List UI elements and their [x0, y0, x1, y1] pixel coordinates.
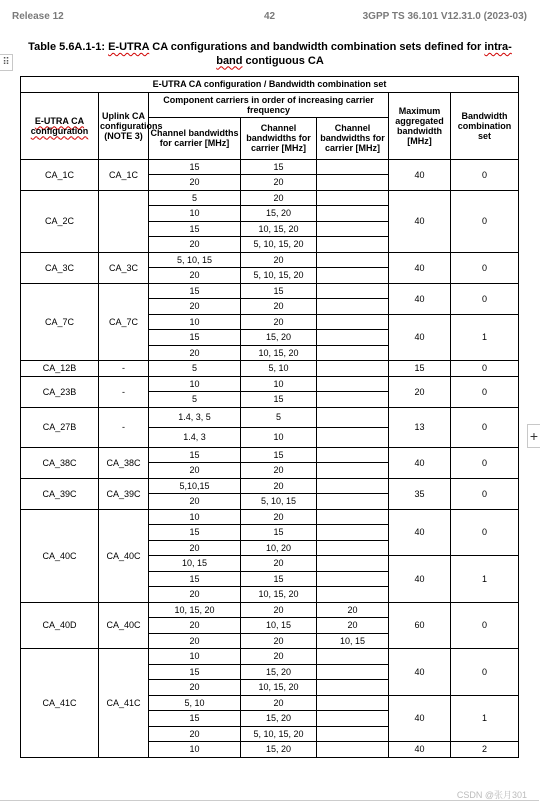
cell-uplink-config: -: [99, 407, 149, 447]
watermark: CSDN @张月301: [456, 790, 527, 800]
cell-ca-config: CA_1C: [21, 159, 99, 190]
cell-channel-bw-2: 5: [241, 407, 317, 427]
cell-channel-bw-1: 15: [149, 571, 241, 587]
cell-channel-bw-1: 5: [149, 190, 241, 206]
cell-channel-bw-3: [317, 361, 389, 377]
cell-uplink-config: CA_3C: [99, 252, 149, 283]
cell-channel-bw-1: 20: [149, 494, 241, 510]
cell-channel-bw-1: 20: [149, 587, 241, 603]
cell-channel-bw-2: 20: [241, 478, 317, 494]
cell-max-bandwidth: 40: [389, 649, 451, 696]
cell-channel-bw-2: 15: [241, 447, 317, 463]
cell-channel-bw-2: 20: [241, 695, 317, 711]
cell-bw-combination-set: 0: [451, 252, 519, 283]
cell-uplink-config: CA_41C: [99, 649, 149, 758]
cell-channel-bw-3: [317, 509, 389, 525]
cell-bw-combination-set: 0: [451, 283, 519, 314]
table-row: [21, 376, 519, 392]
cell-channel-bw-2: 5, 10, 15, 20: [241, 237, 317, 253]
cell-ca-config: CA_40D: [21, 602, 99, 649]
cell-channel-bw-2: 10, 15, 20: [241, 587, 317, 603]
table-row: [21, 159, 519, 175]
cell-channel-bw-3: [317, 345, 389, 361]
cell-channel-bw-1: 10: [149, 376, 241, 392]
table-row: [21, 190, 519, 206]
cell-channel-bw-1: 15: [149, 330, 241, 346]
cell-channel-bw-1: 5,10,15: [149, 478, 241, 494]
cell-channel-bw-3: [317, 680, 389, 696]
cell-channel-bw-1: 10: [149, 314, 241, 330]
cell-channel-bw-3: [317, 252, 389, 268]
cell-channel-bw-3: [317, 695, 389, 711]
cell-channel-bw-2: 15, 20: [241, 664, 317, 680]
cell-ca-config: CA_40C: [21, 509, 99, 602]
cell-bw-combination-set: 0: [451, 602, 519, 649]
cell-channel-bw-1: 20: [149, 175, 241, 191]
cell-bw-combination-set: 0: [451, 376, 519, 407]
cell-channel-bw-2: 15, 20: [241, 711, 317, 727]
cell-channel-bw-3: [317, 407, 389, 427]
cell-uplink-config: CA_38C: [99, 447, 149, 478]
header-release: Release 12: [12, 11, 64, 22]
cell-channel-bw-3: [317, 376, 389, 392]
cell-channel-bw-1: 20: [149, 463, 241, 479]
ca-configuration-table: [20, 76, 519, 758]
header-spec-id: 3GPP TS 36.101 V12.31.0 (2023-03): [362, 11, 527, 22]
cell-channel-bw-1: 5, 10: [149, 695, 241, 711]
cell-channel-bw-3: [317, 478, 389, 494]
cell-max-bandwidth: 40: [389, 556, 451, 603]
cell-channel-bw-1: 15: [149, 664, 241, 680]
cell-channel-bw-2: 20: [241, 556, 317, 572]
cell-channel-bw-3: 20: [317, 602, 389, 618]
cell-channel-bw-3: [317, 540, 389, 556]
table-caption: [16, 41, 524, 68]
cell-channel-bw-3: [317, 392, 389, 408]
cell-channel-bw-2: 5, 10, 15, 20: [241, 726, 317, 742]
cell-bw-combination-set: 1: [451, 314, 519, 361]
table-row: [21, 602, 519, 618]
cell-channel-bw-3: [317, 556, 389, 572]
cell-channel-bw-3: [317, 268, 389, 284]
cell-channel-bw-2: 5, 10, 15, 20: [241, 268, 317, 284]
cell-channel-bw-3: [317, 463, 389, 479]
cell-ca-config: CA_41C: [21, 649, 99, 758]
cell-channel-bw-3: [317, 283, 389, 299]
cell-channel-bw-1: 20: [149, 618, 241, 634]
cell-channel-bw-1: 5, 10, 15: [149, 252, 241, 268]
cell-ca-config: CA_12B: [21, 361, 99, 377]
table-move-handle-icon[interactable]: ⠿: [0, 54, 13, 71]
cell-bw-combination-set: 0: [451, 649, 519, 696]
cell-channel-bw-3: 20: [317, 618, 389, 634]
cell-channel-bw-1: 20: [149, 345, 241, 361]
cell-bw-combination-set: 0: [451, 407, 519, 447]
cell-channel-bw-1: 15: [149, 711, 241, 727]
header-max-bandwidth: Maximum aggregated bandwidth [MHz]: [389, 92, 451, 159]
cell-max-bandwidth: 20: [389, 376, 451, 407]
cell-channel-bw-2: 5, 10, 15: [241, 494, 317, 510]
cell-channel-bw-2: 10, 15, 20: [241, 345, 317, 361]
header-channel-bw-3: Channel bandwidths for carrier [MHz]: [317, 117, 389, 159]
cell-channel-bw-2: 5, 10: [241, 361, 317, 377]
cell-channel-bw-3: [317, 742, 389, 758]
cell-max-bandwidth: 40: [389, 190, 451, 252]
cell-channel-bw-1: 15: [149, 447, 241, 463]
cell-ca-config: CA_3C: [21, 252, 99, 283]
cell-channel-bw-3: [317, 221, 389, 237]
caption-prefix: Table 5.6A.1-1:: [28, 41, 109, 53]
table-row: [21, 649, 519, 665]
cell-max-bandwidth: 40: [389, 252, 451, 283]
table-row: [21, 252, 519, 268]
cell-channel-bw-1: 20: [149, 268, 241, 284]
cell-channel-bw-3: [317, 190, 389, 206]
cell-channel-bw-1: 20: [149, 540, 241, 556]
cell-channel-bw-2: 15, 20: [241, 330, 317, 346]
cell-bw-combination-set: 1: [451, 695, 519, 742]
cell-channel-bw-1: 5: [149, 361, 241, 377]
caption-end: contiguous CA: [242, 54, 324, 67]
table-row: [21, 447, 519, 463]
cell-max-bandwidth: 40: [389, 159, 451, 190]
cell-uplink-config: CA_1C: [99, 159, 149, 190]
cell-max-bandwidth: 13: [389, 407, 451, 447]
cell-uplink-config: CA_7C: [99, 283, 149, 361]
cell-bw-combination-set: 0: [451, 509, 519, 556]
cell-channel-bw-3: [317, 314, 389, 330]
cell-channel-bw-1: 20: [149, 633, 241, 649]
cell-max-bandwidth: 40: [389, 509, 451, 556]
cell-ca-config: CA_2C: [21, 190, 99, 252]
cell-channel-bw-2: 10, 15: [241, 618, 317, 634]
cell-max-bandwidth: 60: [389, 602, 451, 649]
table-row: [21, 509, 519, 525]
cell-bw-combination-set: 0: [451, 478, 519, 509]
cell-channel-bw-3: [317, 175, 389, 191]
cell-channel-bw-2: 15: [241, 159, 317, 175]
cell-channel-bw-1: 15: [149, 159, 241, 175]
cell-channel-bw-2: 20: [241, 649, 317, 665]
cell-channel-bw-2: 10, 15, 20: [241, 221, 317, 237]
cell-bw-combination-set: 1: [451, 556, 519, 603]
cell-channel-bw-1: 20: [149, 237, 241, 253]
table-row: [21, 283, 519, 299]
cell-uplink-config: -: [99, 361, 149, 377]
cell-channel-bw-2: 10, 20: [241, 540, 317, 556]
cell-bw-combination-set: 0: [451, 190, 519, 252]
cell-bw-combination-set: 0: [451, 159, 519, 190]
cell-ca-config: CA_23B: [21, 376, 99, 407]
cell-max-bandwidth: 40: [389, 695, 451, 742]
cell-ca-config: CA_7C: [21, 283, 99, 361]
cell-channel-bw-1: 10, 15, 20: [149, 602, 241, 618]
cell-channel-bw-2: 10: [241, 376, 317, 392]
cell-channel-bw-3: [317, 206, 389, 222]
cell-channel-bw-3: [317, 587, 389, 603]
cell-channel-bw-1: 20: [149, 299, 241, 315]
cell-channel-bw-2: 15: [241, 525, 317, 541]
cell-channel-bw-3: [317, 494, 389, 510]
header-uplink: Uplink CA configurations (NOTE 3): [99, 92, 149, 159]
cell-channel-bw-1: 20: [149, 726, 241, 742]
caption-word-eutra: E-UTRA: [108, 41, 150, 53]
caption-word-intraband: intra-band: [216, 41, 512, 67]
header-config: E-UTRA CA configuration: [21, 92, 99, 159]
cell-channel-bw-1: 1.4, 3: [149, 427, 241, 447]
cell-channel-bw-1: 15: [149, 283, 241, 299]
cell-channel-bw-1: 15: [149, 525, 241, 541]
header-component-carriers: Component carriers in order of increasing carrier frequency: [149, 92, 389, 117]
cell-channel-bw-2: 20: [241, 463, 317, 479]
cell-channel-bw-2: 10, 15, 20: [241, 680, 317, 696]
cell-bw-combination-set: 0: [451, 447, 519, 478]
cell-ca-config: CA_27B: [21, 407, 99, 447]
cell-bw-combination-set: 0: [451, 361, 519, 377]
header-page-number: 42: [263, 11, 276, 22]
cell-channel-bw-1: 20: [149, 680, 241, 696]
table-title: E-UTRA CA configuration / Bandwidth combination set: [21, 77, 519, 93]
cell-max-bandwidth: 40: [389, 447, 451, 478]
cell-channel-bw-2: 20: [241, 190, 317, 206]
cell-uplink-config: [99, 190, 149, 252]
cell-bw-combination-set: 2: [451, 742, 519, 758]
cell-uplink-config: -: [99, 376, 149, 407]
cell-channel-bw-2: 20: [241, 175, 317, 191]
cell-channel-bw-3: [317, 330, 389, 346]
cell-channel-bw-3: [317, 726, 389, 742]
cell-max-bandwidth: 40: [389, 314, 451, 361]
header-channel-bw-2: Channel bandwidths for carrier [MHz]: [241, 117, 317, 159]
table-body: [21, 159, 519, 757]
cell-channel-bw-2: 20: [241, 299, 317, 315]
cell-uplink-config: CA_39C: [99, 478, 149, 509]
cell-channel-bw-1: 10: [149, 742, 241, 758]
cell-channel-bw-2: 15: [241, 571, 317, 587]
cell-max-bandwidth: 35: [389, 478, 451, 509]
cell-channel-bw-3: [317, 571, 389, 587]
cell-channel-bw-3: [317, 649, 389, 665]
cell-channel-bw-1: 10, 15: [149, 556, 241, 572]
cell-channel-bw-1: 15: [149, 221, 241, 237]
cell-channel-bw-2: 20: [241, 509, 317, 525]
cell-channel-bw-2: 10: [241, 427, 317, 447]
cell-channel-bw-1: 10: [149, 509, 241, 525]
cell-channel-bw-2: 15: [241, 283, 317, 299]
cell-channel-bw-1: 10: [149, 649, 241, 665]
cell-channel-bw-3: [317, 447, 389, 463]
cell-channel-bw-1: 1.4, 3, 5: [149, 407, 241, 427]
cell-channel-bw-3: [317, 237, 389, 253]
cell-channel-bw-3: [317, 525, 389, 541]
cell-channel-bw-1: 10: [149, 206, 241, 222]
cell-ca-config: CA_39C: [21, 478, 99, 509]
cell-max-bandwidth: 40: [389, 742, 451, 758]
header-channel-bw-1: Channel bandwidths for carrier [MHz]: [149, 117, 241, 159]
cell-channel-bw-2: 20: [241, 602, 317, 618]
cell-channel-bw-3: [317, 299, 389, 315]
cell-channel-bw-3: [317, 711, 389, 727]
cell-channel-bw-2: 15: [241, 392, 317, 408]
cell-channel-bw-1: 5: [149, 392, 241, 408]
cell-channel-bw-2: 20: [241, 252, 317, 268]
add-row-plus-icon[interactable]: +: [527, 424, 540, 448]
cell-ca-config: CA_38C: [21, 447, 99, 478]
cell-max-bandwidth: 40: [389, 283, 451, 314]
cell-channel-bw-3: [317, 427, 389, 447]
cell-channel-bw-2: 15, 20: [241, 742, 317, 758]
cell-uplink-config: CA_40C: [99, 509, 149, 602]
cell-channel-bw-2: 15, 20: [241, 206, 317, 222]
caption-middle: CA configurations and bandwidth combination sets defined for: [149, 41, 485, 53]
cell-channel-bw-2: 20: [241, 314, 317, 330]
table-row: [21, 407, 519, 427]
header-bw-set: Bandwidth combination set: [451, 92, 519, 159]
cell-uplink-config: CA_40C: [99, 602, 149, 649]
cell-channel-bw-3: [317, 664, 389, 680]
cell-max-bandwidth: 15: [389, 361, 451, 377]
table-row: [21, 361, 519, 377]
cell-channel-bw-3: 10, 15: [317, 633, 389, 649]
cell-channel-bw-2: 20: [241, 633, 317, 649]
cell-channel-bw-3: [317, 159, 389, 175]
table-row: [21, 478, 519, 494]
